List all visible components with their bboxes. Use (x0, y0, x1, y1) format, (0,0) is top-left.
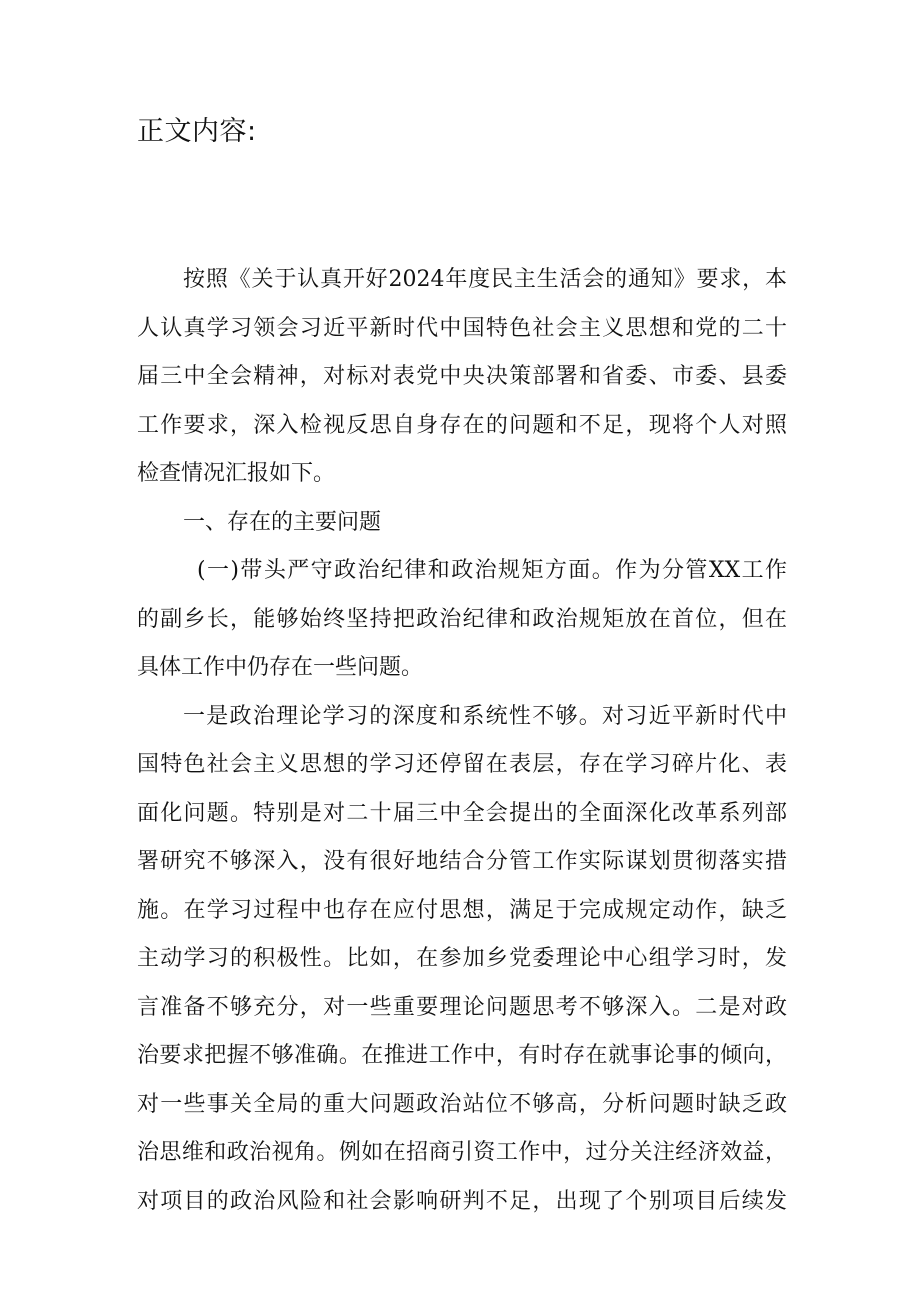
text-line: 对项目的政治风险和社会影响研判不足，出现了个别项目后续发 (137, 1188, 787, 1214)
text-line: 具体工作中仍存在一些问题。 (137, 655, 424, 680)
text-line: 署研究不够深入，没有很好地结合分管工作实际谋划贯彻落实措 (137, 849, 787, 874)
text-line: 工作要求，深入检视反思自身存在的问题和不足，现将个人对照 (137, 412, 787, 438)
section-heading (137, 499, 787, 548)
paragraph-subsection (137, 547, 787, 693)
text-line: (一)带头严守政治纪律和政治规矩方面。作为分管XX工作 (197, 558, 787, 583)
paragraph-detail (137, 693, 787, 1227)
text-line: 治要求把握不够准确。在推进工作中，有时存在就事论事的倾向， (137, 1043, 787, 1068)
text-line: 言准备不够充分，对一些重要理论问题思考不够深入。二是对政 (137, 994, 787, 1020)
text-line: 施。在学习过程中也存在应付思想，满足于完成规定动作，缺乏 (137, 897, 787, 923)
text-line: 一是政治理论学习的深度和系统性不够。对习近平新时代中 (183, 703, 787, 729)
text-line: 人认真学习领会习近平新时代中国特色社会主义思想和党的二十 (137, 315, 787, 341)
text-line: 对一些事关全局的重大问题政治站位不够高，分析问题时缺乏政 (137, 1091, 787, 1117)
section-title: 一、存在的主要问题 (183, 509, 382, 535)
text-line: 治思维和政治视角。例如在招商引资工作中，过分关注经济效益， (137, 1140, 787, 1165)
text-line: 面化问题。特别是对二十届三中全会提出的全面深化改革系列部 (137, 800, 787, 826)
document-heading: 正文内容: (137, 116, 257, 147)
text-line: 按照《关于认真开好2024年度民主生活会的通知》要求，本 (183, 267, 787, 292)
document-body (137, 256, 787, 1226)
paragraph-intro (137, 256, 787, 499)
text-line: 主动学习的积极性。比如，在参加乡党委理论中心组学习时，发 (137, 946, 787, 971)
text-line: 检查情况汇报如下。 (137, 461, 336, 486)
text-line: 国特色社会主义思想的学习还停留在表层，存在学习碎片化、表 (137, 752, 787, 777)
text-line: 届三中全会精神，对标对表党中央决策部署和省委、市委、县委 (137, 364, 787, 389)
text-line: 的副乡长，能够始终坚持把政治纪律和政治规矩放在首位，但在 (137, 606, 787, 632)
